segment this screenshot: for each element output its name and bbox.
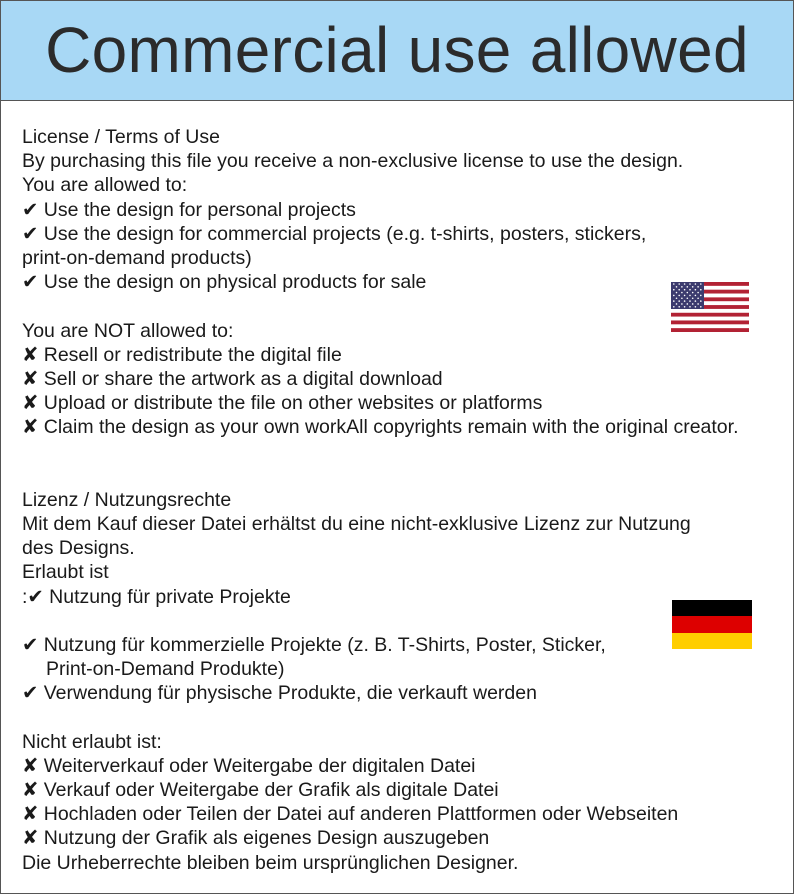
flag-canton [671,282,704,309]
flag-star [673,295,675,297]
flag-star [681,297,683,299]
flag-star [676,292,678,294]
list-item: ✔ Use the design for commercial projects (e.g. t-shirts, posters, stickers, [22,222,647,245]
flag-star [684,289,686,291]
flag-star [689,295,691,297]
german-not-allowed-label: Nicht erlaubt ist: [22,730,162,753]
license-text [22,125,738,875]
flag-star [692,292,694,294]
list-item: ✘ Nutzung der Grafik als eigenes Design auszugeben [22,827,490,850]
flag-star [697,286,699,288]
list-item: ✔ Use the design for personal projects [22,198,356,221]
list-item: print-on-demand products) [22,246,252,269]
flag-star [676,297,678,299]
flag-star [695,283,697,285]
flag-star [700,306,702,308]
flag-star [676,286,678,288]
us-flag-icon [671,282,749,332]
german-allowed-label: Erlaubt ist [22,561,109,584]
list-item: ✔ Nutzung für kommerzielle Projekte (z. B. T-Shirts, Poster, Sticker, [22,633,606,656]
german-intro: des Designs. [22,537,135,560]
list-item: ✘ Weiterverkauf oder Weitergabe der digitalen Datei [22,754,476,777]
flag-stripe-gold [672,633,752,649]
list-item: ✘ Verkauf oder Weitergabe der Grafik als digitale Datei [22,779,499,802]
flag-star [697,292,699,294]
english-intro: By purchasing this file you receive a non-exclusive license to use the design. [22,150,684,173]
flag-star [684,300,686,302]
flag-star [692,286,694,288]
flag-star [700,289,702,291]
flag-star [678,295,680,297]
english-allowed-label: You are allowed to: [22,174,188,197]
flag-star [689,300,691,302]
list-item: ✘ Sell or share the artwork as a digital download [22,367,443,390]
flag-stripe [671,320,749,324]
flag-star [678,306,680,308]
flag-star [678,300,680,302]
title-banner [1,1,793,101]
flag-star [695,306,697,308]
flag-star [689,289,691,291]
english-heading: License / Terms of Use [22,126,220,148]
flag-star [684,306,686,308]
flag-stripe [671,317,749,321]
list-item: ✘ Resell or redistribute the digital file [22,343,342,366]
flag-star [681,303,683,305]
flag-star [687,286,689,288]
flag-stripe-black [672,600,752,616]
flag-star [689,306,691,308]
flag-star [689,283,691,285]
flag-star [687,292,689,294]
flag-star [687,297,689,299]
flag-star [684,283,686,285]
list-item: ✘ Claim the design as your own workAll copyrights remain with the original creator. [22,416,739,439]
list-item: ✘ Hochladen oder Teilen der Datei auf anderen Plattformen oder Webseiten [22,803,679,826]
flag-star [692,297,694,299]
flag-star [700,283,702,285]
flag-star [678,283,680,285]
flag-star [697,303,699,305]
flag-star [692,303,694,305]
german-heading: Lizenz / Nutzungsrechte [22,488,232,511]
flag-stripe [671,313,749,317]
list-item: Print-on-Demand Produkte) [46,658,285,681]
english-not-allowed-label: You are NOT allowed to: [22,319,234,342]
flag-star [700,295,702,297]
flag-star [687,303,689,305]
list-item: ✘ Upload or distribute the file on other websites or platforms [22,392,543,415]
flag-stripe [671,309,749,313]
germany-flag-icon [672,600,752,649]
list-item: ✔ Verwendung für physische Produkte, die verkauft werden [22,682,537,705]
flag-stripe [671,328,749,332]
flag-star [673,289,675,291]
flag-star [681,286,683,288]
german-intro: Mit dem Kauf dieser Datei erhältst du eine nicht-exklusive Lizenz zur Nutzung [22,513,691,536]
german-closing: Die Urheberrechte bleiben beim ursprünglichen Designer. [22,851,519,874]
flag-star [681,292,683,294]
flag-star [676,303,678,305]
flag-star [678,289,680,291]
flag-star [697,297,699,299]
flag-stripe-red [672,616,752,632]
flag-star [695,295,697,297]
flag-stripe [671,324,749,328]
list-item: ✔ Use the design on physical products for sale [22,271,427,294]
flag-star [673,283,675,285]
flag-star [695,289,697,291]
flag-star [695,300,697,302]
flag-star [700,300,702,302]
page-title: Commercial use allowed [45,14,749,86]
flag-star [673,306,675,308]
flag-star [684,295,686,297]
list-item: :✔ Nutzung für private Projekte [22,585,291,608]
flag-star [673,300,675,302]
